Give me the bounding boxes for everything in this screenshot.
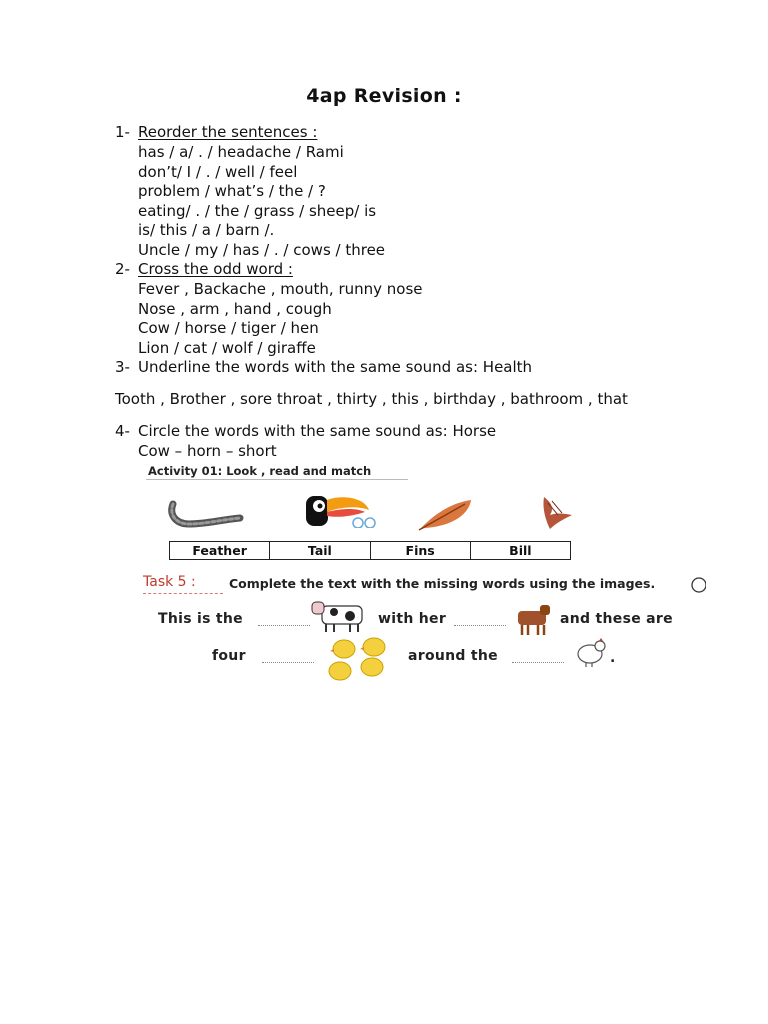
task5-row2-text-b: around the [408,648,498,664]
section3-number: 3- [115,358,130,376]
calf-icon [512,603,552,637]
page-title: 4ap Revision : [306,85,462,107]
word-table [169,541,571,560]
section4-number: 4- [115,422,130,440]
chicks-icon [322,635,404,683]
section2-line: Lion / cat / wolf / giraffe [138,339,316,357]
section4-words: Cow – horn – short [138,442,277,460]
section1-number: 1- [115,123,130,141]
task5-row1-text-b: with her [378,611,447,627]
section4-heading: Circle the words with the same sound as: Horse [138,422,497,440]
task5-instruction: Complete the text with the missing words using the images. [229,576,656,591]
section2-line: Nose , arm , hand , cough [138,300,332,318]
section1-line: eating/ . / the / grass / sheep/ is [138,202,377,220]
blank-line [454,624,506,626]
section1-line: problem / what’s / the / ? [138,182,326,200]
blank-line [262,661,314,663]
activity-title: Activity 01: Look , read and match [148,464,372,478]
blank-line [258,624,310,626]
circle-badge-icon [690,576,706,594]
word-cell: Tail [270,542,370,559]
word-cell: Bill [509,543,532,558]
toucan-icon [303,492,381,528]
task5-label: Task 5 : [143,574,196,590]
word-cell: Feather [170,542,270,559]
blank-line [512,661,564,663]
word-cell: Fins [371,542,471,559]
feather-icon [415,498,475,532]
section1-heading: Reorder the sentences : [138,123,318,141]
section1-line: Uncle / my / has / . / cows / three [138,241,386,259]
section2-line: Cow / horse / tiger / hen [138,319,319,337]
cow-icon [310,596,374,634]
fins-icon [538,493,578,531]
section3-words: Tooth , Brother , sore throat , thirty , this , birthday , bathroom , that [115,390,628,408]
section2-number: 2- [115,260,130,278]
task5-dash [143,593,223,594]
task5-row2-period: . [610,650,616,666]
section1-line: has / a/ . / headache / Rami [138,143,344,161]
section2-heading: Cross the odd word : [138,260,293,278]
section3-heading: Underline the words with the same sound as: Health [138,358,533,376]
section2-line: Fever , Backache , mouth, runny nose [138,280,423,298]
task5-row2-text-a: four [212,648,246,664]
tail-icon [165,500,245,528]
section1-line: is/ this / a / barn /. [138,221,275,239]
task5-row1-text-c: and these are [560,611,673,627]
section1-line: don’t/ I / . / well / feel [138,163,298,181]
hen-icon [572,638,608,668]
task5-row1-text-a: This is the [158,611,243,627]
